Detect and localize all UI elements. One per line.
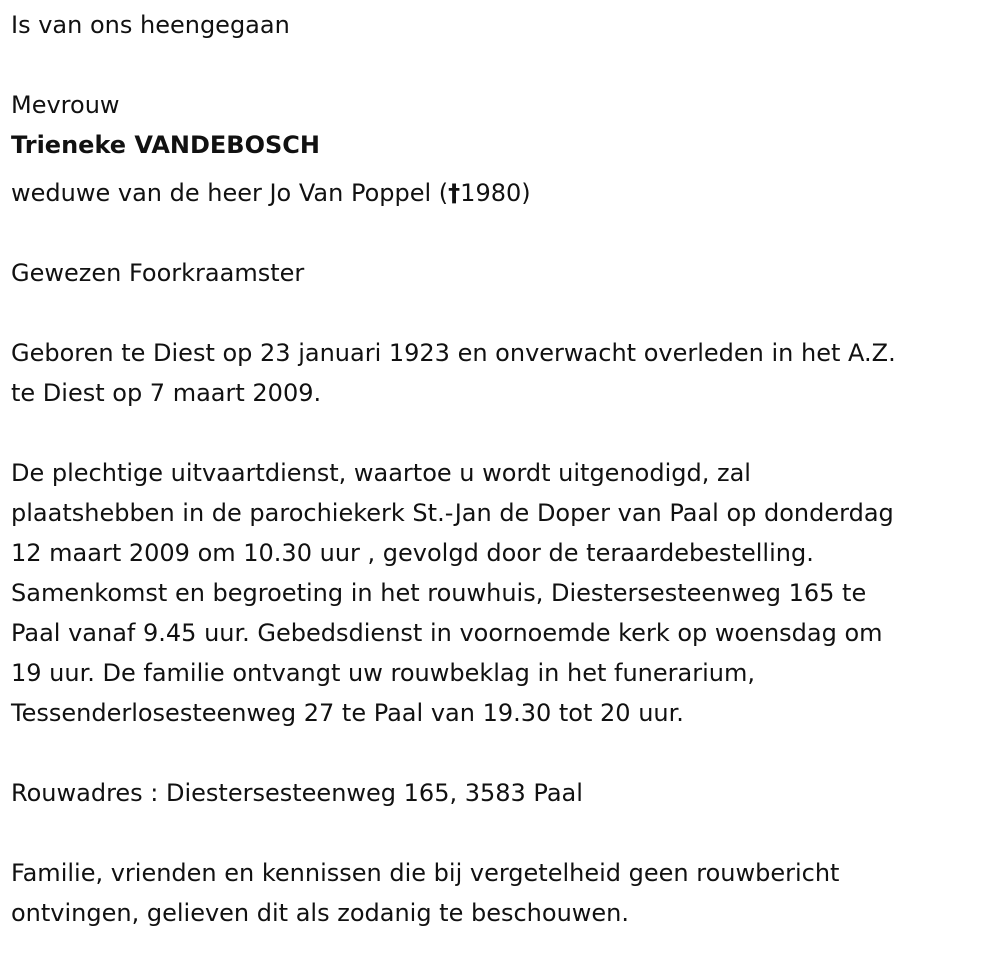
honorific: Mevrouw: [11, 91, 120, 119]
funeral-line: De plechtige uitvaartdienst, waartoe u wordt uitgenodigd, zal: [11, 459, 751, 487]
spacer: [11, 413, 996, 453]
deceased-name: Trieneke VANDEBOSCH: [11, 131, 320, 159]
funeral-line: Samenkomst en begroeting in het rouwhuis, Diestersesteenweg 165 te: [11, 579, 867, 607]
closing-line: ontvingen, gelieven dit als zodanig te beschouwen.: [11, 899, 630, 927]
birth-death-line: Geboren te Diest op 23 januari 1923 en onverwacht overleden in het A.Z.: [11, 339, 896, 367]
funeral-line: 19 uur. De familie ontvangt uw rouwbeklag in het funerarium,: [11, 659, 755, 687]
funeral-line: plaatshebben in de parochiekerk St.-Jan de Doper van Paal op donderdag: [11, 499, 894, 527]
mourning-address: Rouwadres : Diestersesteenweg 165, 3583 Paal: [11, 779, 583, 807]
obituary-notice: [11, 5, 996, 933]
spacer: [11, 813, 996, 853]
spacer: [11, 293, 996, 333]
funeral-line: 12 maart 2009 om 10.30 uur , gevolgd door de teraardebestelling.: [11, 539, 814, 567]
birth-death-line: te Diest op 7 maart 2009.: [11, 379, 322, 407]
funeral-line: Tessenderlosesteenweg 27 te Paal van 19.30 tot 20 uur.: [11, 699, 684, 727]
widow-year: 1980): [460, 179, 531, 207]
occupation: Gewezen Foorkraamster: [11, 259, 305, 287]
closing-line: Familie, vrienden en kennissen die bij vergetelheid geen rouwbericht: [11, 859, 840, 887]
spacer: [11, 733, 996, 773]
funeral-line: Paal vanaf 9.45 uur. Gebedsdienst in voornoemde kerk op woensdag om: [11, 619, 883, 647]
intro-line: Is van ons heengegaan: [11, 11, 290, 39]
widow-line: [11, 173, 996, 213]
spacer: [11, 213, 996, 253]
cross-icon: †: [448, 179, 461, 207]
widow-prefix: weduwe van de heer Jo Van Poppel (: [11, 179, 449, 207]
spacer: [11, 45, 996, 85]
